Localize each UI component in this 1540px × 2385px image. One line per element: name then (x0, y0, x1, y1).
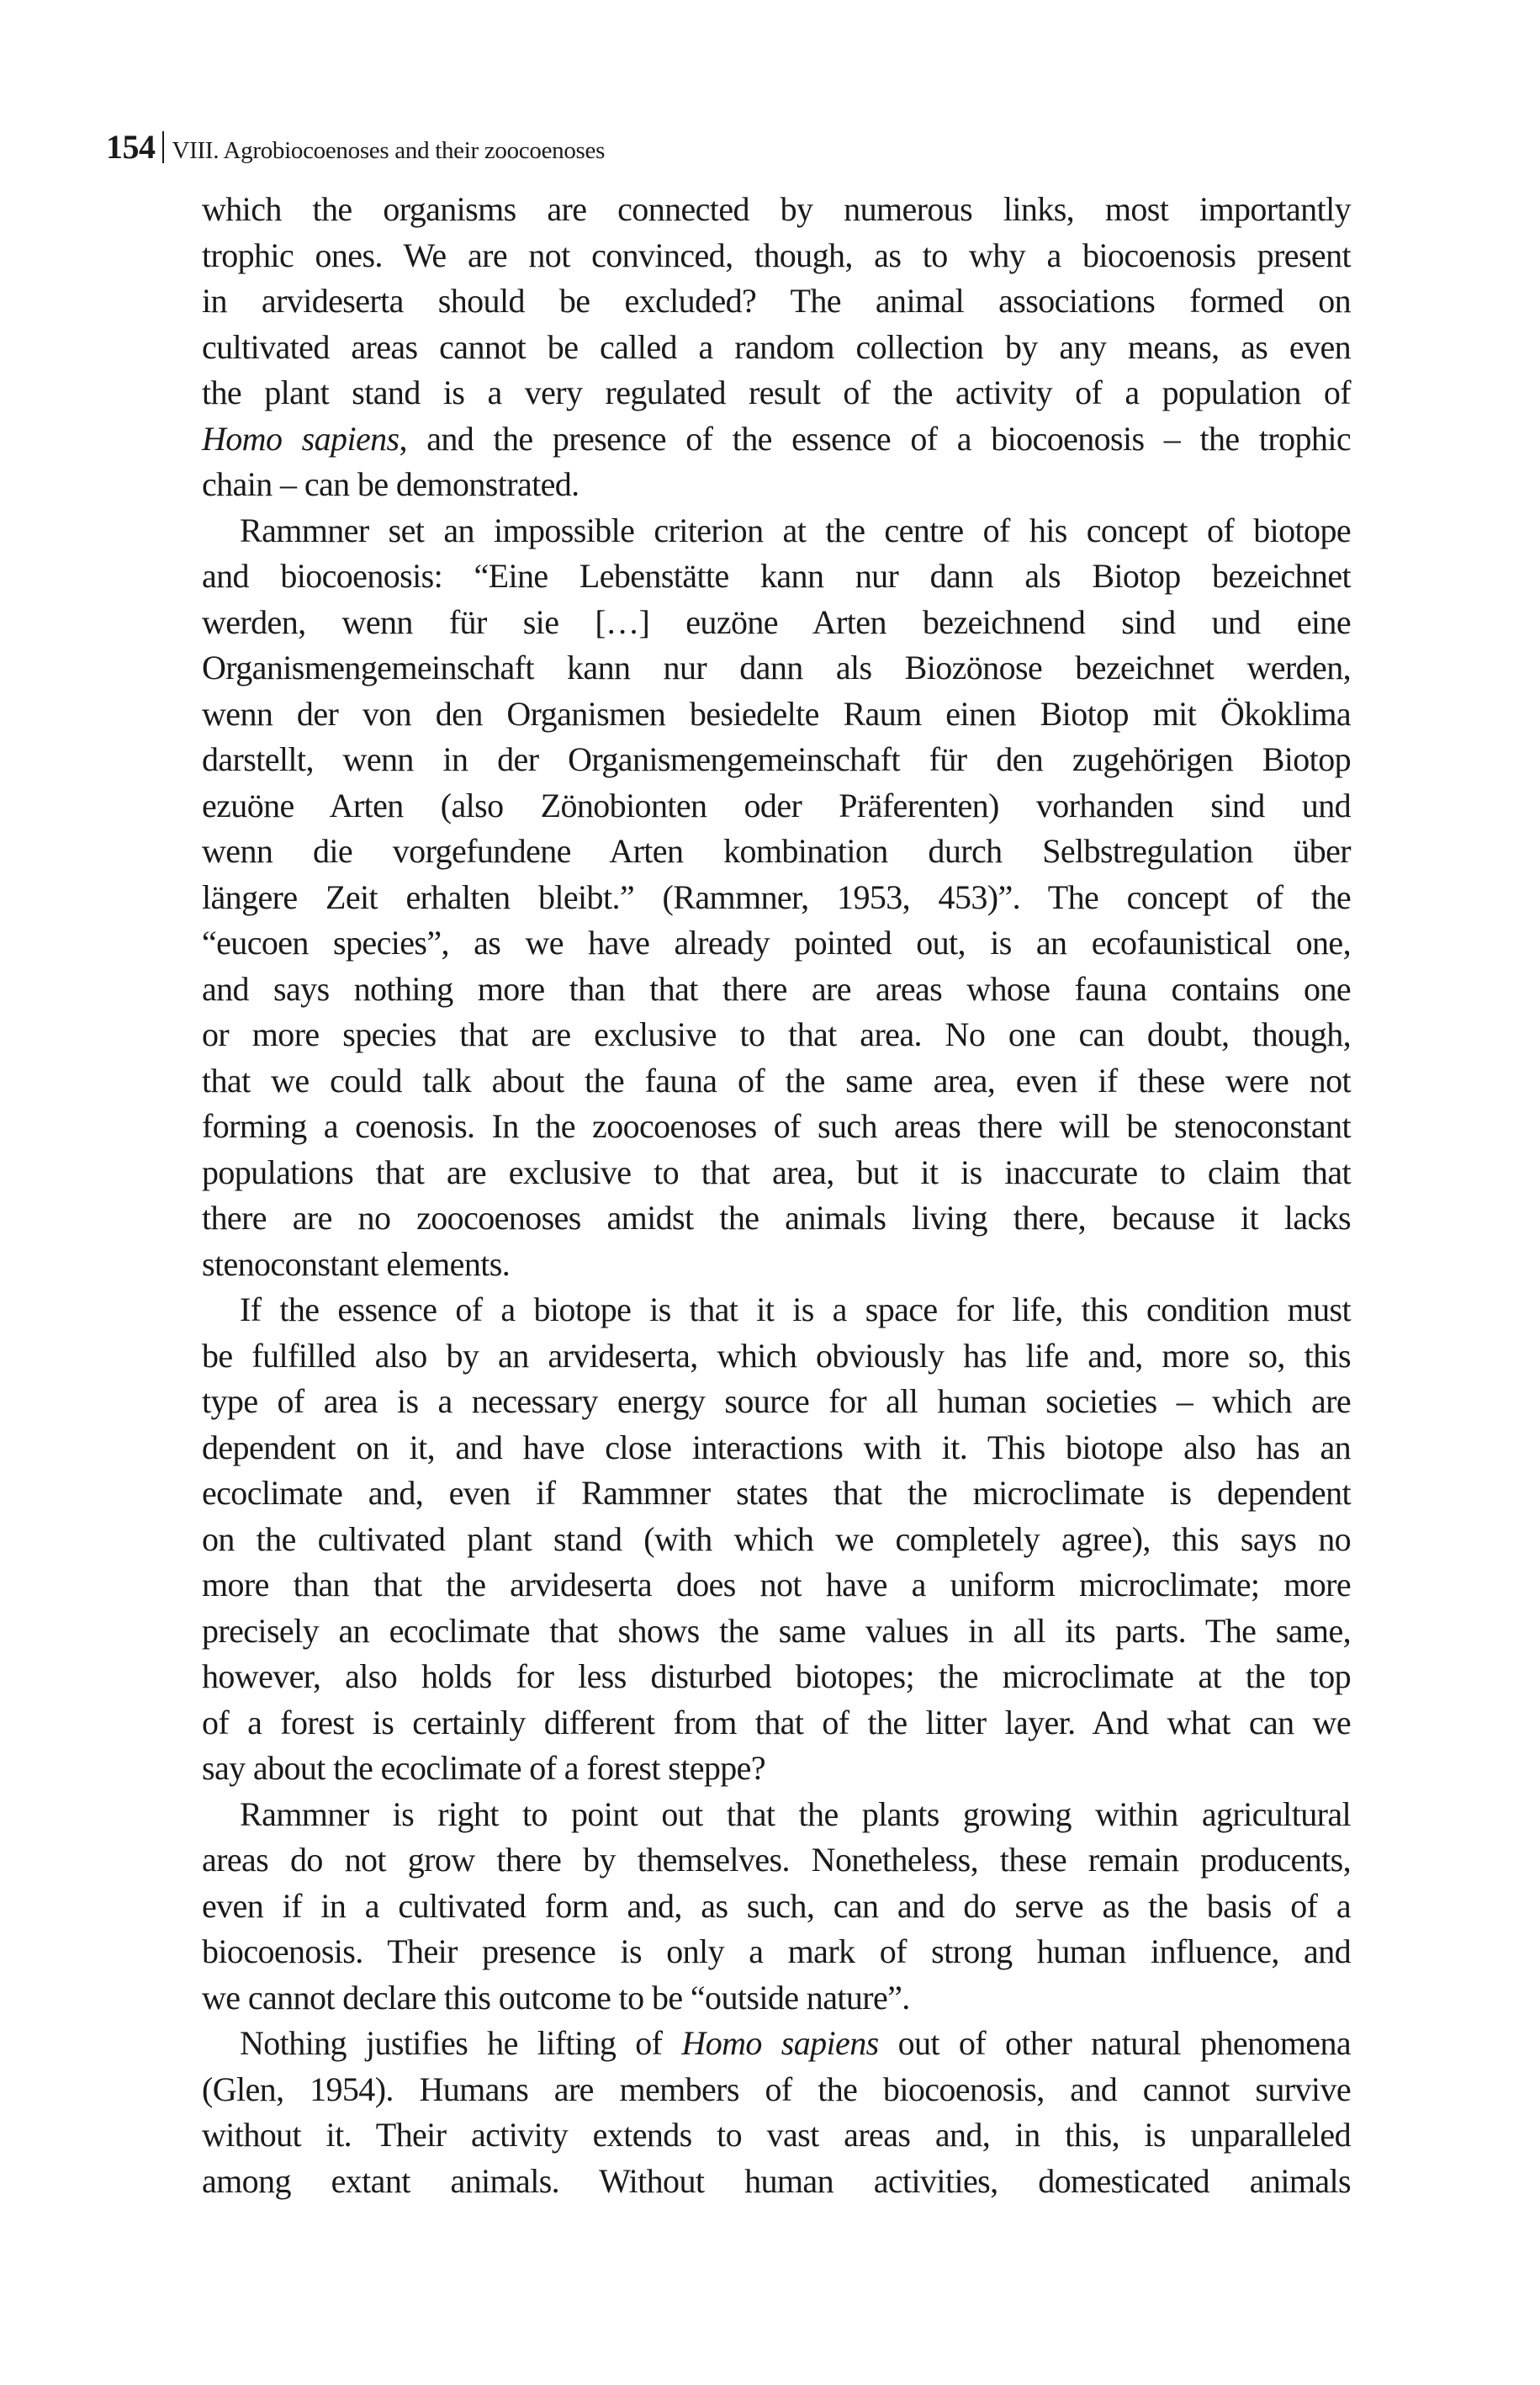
text-segment: forming a coenosis. In the zoocoenoses of such areas there will be stenoconstant (202, 1107, 1351, 1145)
text-line (202, 1058, 1351, 1105)
text-line (202, 1746, 1351, 1792)
header-divider (162, 131, 164, 163)
paragraph (202, 508, 1351, 1288)
text-line (202, 278, 1351, 325)
text-line (202, 2067, 1351, 2113)
text-segment: be fulfilled also by an arvideserta, which obviously has life and, more so, this (202, 1336, 1351, 1375)
text-line (202, 737, 1351, 783)
text-segment: Rammner set an impossible criterion at the centre of his concept of biotope (240, 511, 1351, 549)
text-segment: say about the ecoclimate of a forest steppe? (202, 1749, 765, 1787)
text-line (202, 1654, 1351, 1700)
text-segment: populations that are exclusive to that area, but it is inaccurate to claim that (202, 1153, 1351, 1191)
text-line (202, 1837, 1351, 1884)
text-line (202, 1333, 1351, 1380)
text-segment: even if in a cultivated form and, as such, can and do serve as the basis of a (202, 1886, 1351, 1925)
text-segment: which the organisms are connected by numerous links, most importantly (202, 190, 1351, 228)
text-line (202, 1195, 1351, 1242)
text-line (202, 370, 1351, 416)
text-line (202, 600, 1351, 646)
text-segment: Organismengemeinschaft kann nur dann als Biozönose bezeichnet werden, (202, 649, 1351, 686)
text-line (202, 1425, 1351, 1471)
text-line (202, 1287, 1351, 1333)
text-line (202, 1975, 1351, 2022)
text-segment: more than that the arvideserta does not have a uniform microclimate; more (202, 1566, 1351, 1603)
text-line (202, 1242, 1351, 1288)
text-segment: among extant animals. Without human activities, domesticated animals (202, 2161, 1351, 2200)
text-line (202, 1609, 1351, 1655)
italic-term: Homo sapiens (681, 2024, 879, 2062)
chapter-title: VIII. Agrobiocoenoses and their zoocoenoses (172, 137, 606, 164)
text-line (202, 1792, 1351, 1838)
text-segment: however, also holds for less disturbed biotopes; the microclimate at the top (202, 1657, 1351, 1695)
text-segment: ecoclimate and, even if Rammner states that the microclimate is dependent (202, 1474, 1351, 1512)
text-segment: biocoenosis. Their presence is only a mark of strong human influence, and (202, 1932, 1351, 1970)
text-segment: type of area is a necessary energy source for all human societies – which are (202, 1382, 1351, 1420)
text-segment: without it. Their activity extends to vast areas and, in this, is unparalleled (202, 2116, 1351, 2154)
page-number: 154 (106, 128, 156, 166)
text-line (202, 1884, 1351, 1930)
text-line (202, 508, 1351, 554)
text-segment: cultivated areas cannot be called a random collection by any means, as even (202, 327, 1351, 366)
text-segment: darstellt, wenn in der Organismengemeinschaft für den zugehörigen Biotop (202, 740, 1351, 778)
text-segment: areas do not grow there by themselves. Nonetheless, these remain producents, (202, 1841, 1351, 1879)
text-line (202, 2112, 1351, 2159)
text-line (202, 645, 1351, 692)
text-segment: on the cultivated plant stand (with which we completely agree), this says no (202, 1519, 1351, 1558)
text-segment: of a forest is certainly different from that of the litter layer. And what can we (202, 1703, 1351, 1741)
text-line (202, 1562, 1351, 1609)
text-line (202, 233, 1351, 279)
text-segment: “eucoen species”, as we have already pointed out, is an ecofaunistical one, (202, 924, 1351, 962)
text-segment: (Glen, 1954). Humans are members of the biocoenosis, and cannot survive (202, 2070, 1351, 2108)
text-line (202, 2159, 1351, 2205)
text-line (202, 967, 1351, 1013)
text-segment: , and the presence of the essence of a biocoenosis – the trophic (399, 419, 1352, 458)
text-line (202, 783, 1351, 829)
text-line (202, 554, 1351, 600)
text-segment: there are no zoocoenoses amidst the animals living there, because it lacks (202, 1199, 1351, 1237)
text-line (202, 920, 1351, 967)
text-segment: that we could talk about the fauna of the same area, even if these were not (202, 1061, 1351, 1100)
text-segment: and biocoenosis: “Eine Lebenstätte kann nur dann als Biotop bezeichnet (202, 557, 1351, 595)
text-segment: stenoconstant elements. (202, 1244, 511, 1283)
text-segment: wenn der von den Organismen besiedelte Raum einen Biotop mit Ökoklima (202, 694, 1351, 733)
text-line (202, 2021, 1351, 2067)
text-segment: chain – can be demonstrated. (202, 465, 579, 503)
paragraph (202, 187, 1351, 508)
text-segment: ezuöne Arten (also Zönobionten oder Präferenten) vorhanden sind und (202, 786, 1351, 824)
text-line (202, 875, 1351, 921)
running-head (106, 126, 605, 168)
paragraph (202, 1792, 1351, 2022)
text-line (202, 187, 1351, 233)
text-line (202, 1150, 1351, 1196)
text-line (202, 1471, 1351, 1517)
text-line (202, 1012, 1351, 1058)
text-line (202, 1929, 1351, 1975)
text-line (202, 1379, 1351, 1425)
text-line (202, 1700, 1351, 1746)
text-segment: If the essence of a biotope is that it is a space for life, this condition must (240, 1291, 1351, 1328)
text-segment: Rammner is right to point out that the plants growing within agricultural (240, 1794, 1351, 1833)
text-line (202, 692, 1351, 738)
text-line (202, 462, 1351, 508)
paragraph (202, 2021, 1351, 2204)
text-line (202, 416, 1351, 463)
text-segment: längere Zeit erhalten bleibt.” (Rammner, 1953, 453)”. The concept of the (202, 877, 1351, 916)
italic-term: Homo sapiens (202, 419, 400, 458)
text-segment: trophic ones. We are not convinced, though, as to why a biocoenosis present (202, 236, 1351, 274)
text-segment: werden, wenn für sie […] euzöne Arten bezeichnend sind und eine (202, 602, 1351, 641)
body-text (202, 187, 1351, 2204)
text-segment: dependent on it, and have close interactions with it. This biotope also has an (202, 1428, 1351, 1466)
text-segment: the plant stand is a very regulated result of the activity of a population of (202, 374, 1351, 411)
text-line (202, 1517, 1351, 1563)
text-segment: precisely an ecoclimate that shows the same values in all its parts. The same, (202, 1611, 1351, 1650)
text-segment: and says nothing more than that there are areas whose fauna contains one (202, 969, 1351, 1008)
text-segment: wenn die vorgefundene Arten kombination durch Selbstregulation über (202, 832, 1351, 870)
text-segment: in arvideserta should be excluded? The animal associations formed on (202, 282, 1351, 320)
paragraph (202, 1287, 1351, 1792)
text-line (202, 1104, 1351, 1150)
text-segment: out of other natural phenomena (878, 2024, 1352, 2062)
text-segment: Nothing justifies he lifting of (240, 2024, 682, 2062)
text-line (202, 829, 1351, 875)
text-segment: we cannot declare this outcome to be “outside nature”. (202, 1978, 910, 2017)
text-segment: or more species that are exclusive to that area. No one can doubt, though, (202, 1015, 1351, 1053)
text-line (202, 325, 1351, 371)
